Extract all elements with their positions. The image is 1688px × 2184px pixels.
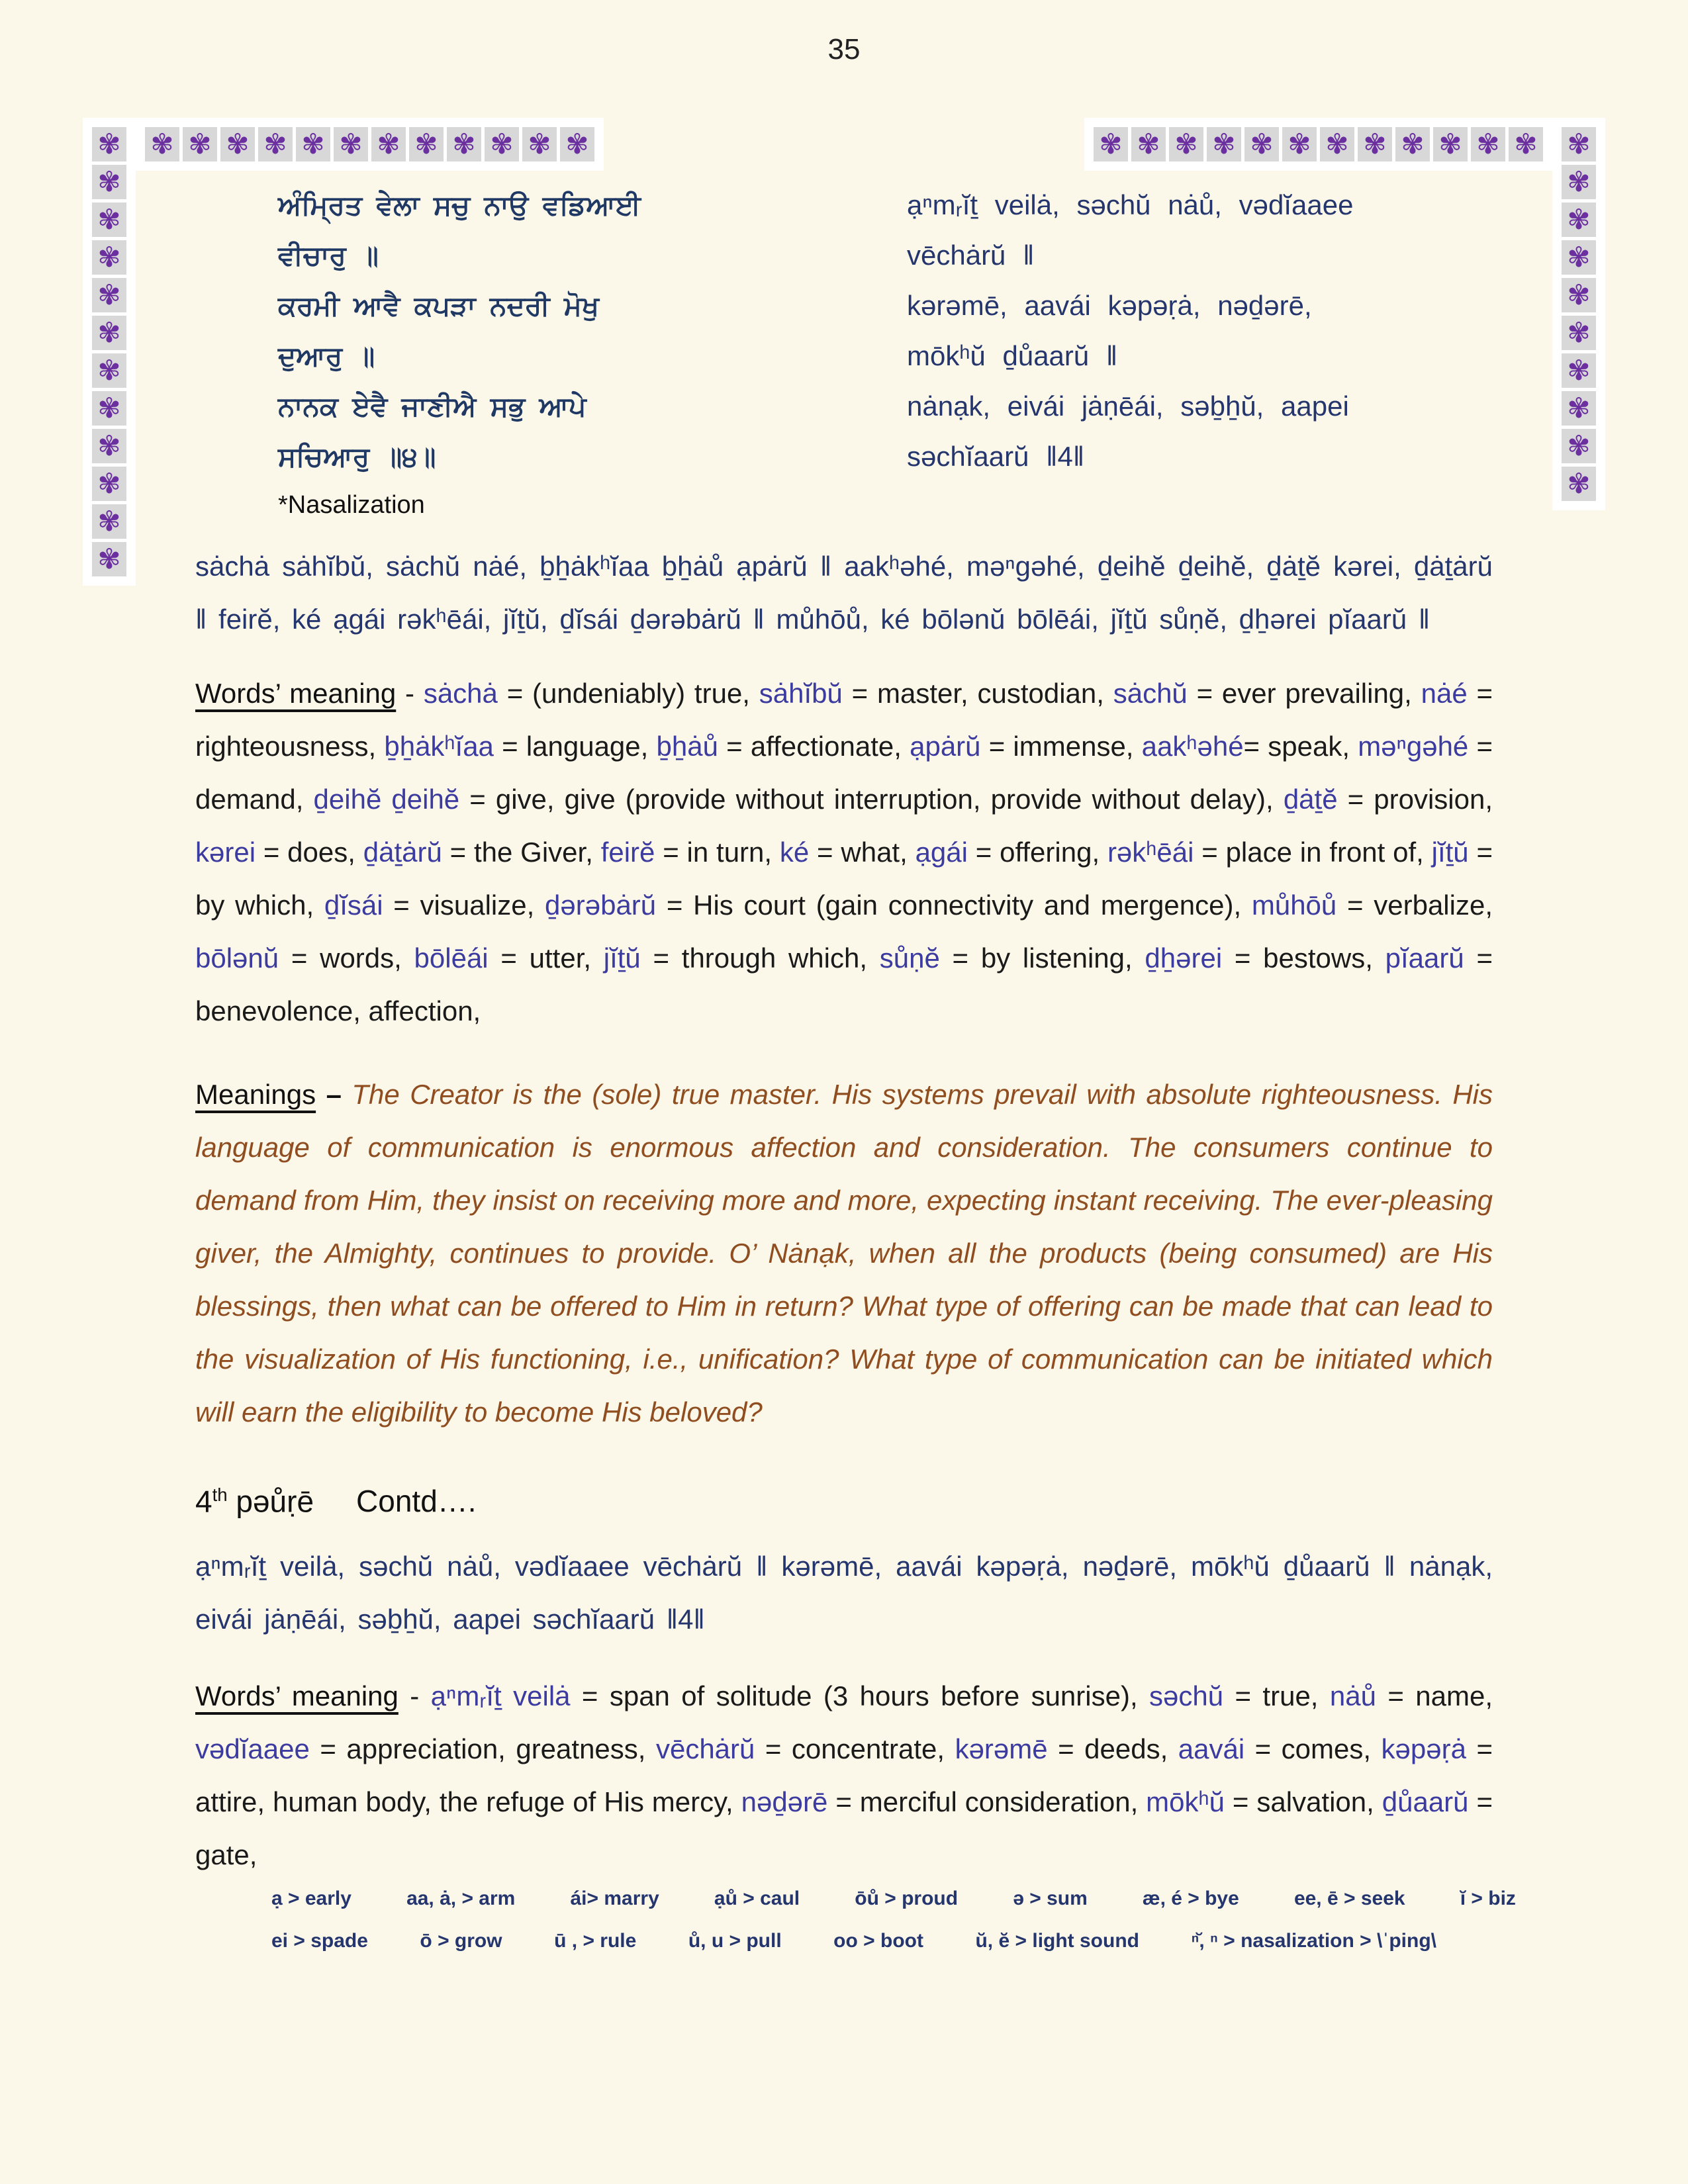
flower-icon: ✾ — [1169, 127, 1203, 161]
gurmukhi-line: ਦੁਆਰੁ ॥ — [278, 341, 375, 371]
pronunciation-item: ee, ē > seek — [1293, 1888, 1405, 1910]
text-segment: The Creator is the (sole) true master. His systems prevail with absolute righteousness. His language of communication is enormous affection and consideration. The consumers continue to demand from Him, they insist on receiving more and more, expecting instant receiving. The ever-pleasing giver, the Almighty, continues to provide. O’ Nȧnạk, when all the products (being consumed) are His blessings, then what can be offered to Him in return? What type of offering can be made that can lead to the visualization of His functioning, i.e., unification? What type of communication can be initiated which will earn the eligibility to become His beloved? — [195, 1079, 1493, 1428]
keyword: kərei — [195, 837, 256, 868]
flower-icon: ✾ — [1320, 127, 1354, 161]
text-segment: = give, give (provide without interruption, provide without delay), — [459, 784, 1284, 815]
pronunciation-item: ĭ > biz — [1460, 1888, 1516, 1910]
keyword: jĭṯŭ — [603, 942, 641, 974]
keyword: pĭaarŭ — [1385, 942, 1464, 974]
text-segment: = through which, — [640, 942, 880, 974]
keyword: ḏẖərei — [1145, 942, 1223, 974]
flower-icon: ✾ — [92, 542, 126, 576]
keyword: kərəmē — [955, 1733, 1048, 1765]
keyword: aavái — [1178, 1733, 1245, 1765]
text-segment: = does, — [256, 837, 363, 868]
text-segment: = in turn, — [655, 837, 780, 868]
keyword: ḏərəbȧrŭ — [545, 889, 657, 921]
transliteration-line: vēchȧrŭ ‖ — [907, 240, 1035, 271]
flower-icon: ✾ — [522, 127, 557, 161]
keyword: nȧů — [1329, 1680, 1376, 1712]
flower-icon: ✾ — [371, 127, 406, 161]
text-segment: = visualize, — [383, 889, 545, 921]
text-segment: = gate, — [195, 1786, 1493, 1871]
section-label: Meanings — [195, 1079, 316, 1110]
transliteration-cell — [907, 281, 1493, 381]
keyword: məⁿgəhé — [1358, 731, 1469, 762]
transliteration-paragraph-2: ạⁿmᵣĭṯ veilȧ, səchŭ nȧů, vədĭaaee vēchȧrŭ ‖ kərəmē, aavái kəpəṛȧ, nəḏərē, mōkʰŭ ḏůaarŭ ‖ nȧnạk, eivái jȧṇēái, səḇẖŭ, aapei səchĭaarŭ ‖4‖ — [195, 1551, 1493, 1635]
keyword: jĭṯŭ — [1431, 837, 1469, 868]
flower-icon: ✾ — [1433, 127, 1468, 161]
keyword: ạⁿmᵣĭṯ veilȧ — [430, 1680, 571, 1712]
flower-icon: ✾ — [409, 127, 444, 161]
flower-icon: ✾ — [447, 127, 481, 161]
keyword: můhōů — [1251, 889, 1337, 921]
keyword: nəḏərē — [741, 1786, 828, 1818]
pronunciation-item: ạů > caul — [714, 1888, 800, 1910]
pauri-heading — [195, 1476, 1493, 1520]
flower-icon: ✾ — [92, 203, 126, 237]
gurmukhi-line: ਨਾਨਕ ਏਵੈ ਜਾਣੀਐ ਸਭੁ ਆਪੇ — [278, 391, 586, 422]
keyword: bōlənŭ — [195, 942, 279, 974]
pronunciation-item: ŭ, ĕ > light sound — [975, 1930, 1139, 1952]
flower-icon: ✾ — [1471, 127, 1505, 161]
text-segment: = bestows, — [1222, 942, 1385, 974]
flower-icon: ✾ — [296, 127, 330, 161]
flower-icon: ✾ — [145, 127, 179, 161]
pronunciation-item: ō > grow — [420, 1930, 502, 1952]
flower-icon: ✾ — [92, 240, 126, 275]
pronunciation-row-1 — [271, 1887, 1516, 1911]
flower-icon: ✾ — [92, 165, 126, 199]
text-segment: = span of solitude (3 hours before sunrise), — [570, 1680, 1150, 1712]
flower-icon: ✾ — [1562, 353, 1596, 388]
keyword: bōlēái — [414, 942, 489, 974]
text-segment: 4 — [195, 1484, 212, 1519]
flower-icon: ✾ — [220, 127, 255, 161]
words-meaning-section-1 — [195, 667, 1493, 1038]
flower-icon: ✾ — [92, 467, 126, 501]
text-segment: = language, — [493, 731, 657, 762]
pronunciation-item: ei > spade — [271, 1930, 368, 1952]
text-segment: = righteousness, — [195, 678, 1493, 762]
flower-icon: ✾ — [1282, 127, 1317, 161]
text-segment: = words, — [279, 942, 414, 974]
keyword: nȧé — [1421, 678, 1468, 709]
text-segment: = concentrate, — [755, 1733, 955, 1765]
text-segment: = merciful consideration, — [827, 1786, 1147, 1818]
nasalization-note: *Nasalization — [278, 491, 425, 519]
section-label: Words’ meaning — [195, 678, 397, 709]
page-number: 35 — [827, 33, 861, 66]
flower-icon: ✾ — [1562, 278, 1596, 312]
pronunciation-item: ⁿ̆, ⁿ > nasalization > \ˈping\ — [1191, 1930, 1436, 1952]
flower-icon: ✾ — [560, 127, 594, 161]
transliteration-line: səchĭaarŭ ‖4‖ — [907, 441, 1085, 472]
gurmukhi-cell — [278, 180, 907, 281]
text-segment: = deeds, — [1047, 1733, 1178, 1765]
keyword: sȧhĭbŭ — [759, 678, 843, 709]
pronunciation-item: oo > boot — [833, 1930, 923, 1952]
text-segment: = master, custodian, — [842, 678, 1113, 709]
flower-icon: ✾ — [1562, 316, 1596, 350]
text-segment: = name, — [1376, 1680, 1493, 1712]
text-segment: = affectionate, — [718, 731, 910, 762]
text-segment: – — [316, 1079, 352, 1110]
transliteration-line: nȧnạk, eivái jȧṇēái, səḇẖŭ, aapei — [907, 390, 1349, 422]
keyword: ké — [779, 837, 810, 868]
flower-icon: ✾ — [1562, 391, 1596, 426]
flower-icon: ✾ — [1562, 203, 1596, 237]
text-segment: = benevolence, affection, — [195, 942, 1493, 1026]
keyword: ḏĭsái — [324, 889, 383, 921]
words-meaning-section-2 — [195, 1670, 1493, 1882]
keyword: ạpȧrŭ — [910, 731, 981, 762]
meanings-section — [195, 1068, 1493, 1439]
flower-icon: ✾ — [92, 353, 126, 388]
text-segment: th — [212, 1484, 228, 1505]
keyword: ḏůaarŭ — [1382, 1786, 1469, 1818]
text-segment: = salvation, — [1224, 1786, 1382, 1818]
flower-icon: ✾ — [1562, 240, 1596, 275]
text-segment: - — [398, 1680, 431, 1712]
text-segment: pəůṛē — [227, 1484, 314, 1519]
keyword: vədĭaaee — [195, 1733, 310, 1765]
flower-icon: ✾ — [183, 127, 217, 161]
flower-icon: ✾ — [334, 127, 368, 161]
pronunciation-item: ạ > early — [271, 1888, 352, 1910]
keyword: feirĕ — [600, 837, 655, 868]
flower-icon: ✾ — [1509, 127, 1543, 161]
keyword: vēchȧrŭ — [655, 1733, 755, 1765]
text-segment: = place in front of, — [1194, 837, 1432, 868]
text-segment: = the Giver, — [442, 837, 601, 868]
pronunciation-guide — [195, 1887, 1516, 1953]
pronunciation-item: aa, ȧ, > arm — [406, 1888, 516, 1910]
text-segment: = verbalize, — [1336, 889, 1493, 921]
pronunciation-row-2 — [271, 1929, 1436, 1953]
flower-icon: ✾ — [1562, 165, 1596, 199]
gurmukhi-line: ਅੰਮ੍ਰਿਤ ਵੇਲਾ ਸਚੁ ਨਾਉ ਵਡਿਆਈ — [278, 190, 641, 220]
pronunciation-item: æ, é > bye — [1142, 1888, 1239, 1910]
pronunciation-item: ū , > rule — [554, 1930, 637, 1952]
text-segment: = ever prevailing, — [1187, 678, 1421, 709]
section-label: Words’ meaning — [195, 1680, 399, 1712]
text-segment: = comes, — [1244, 1733, 1382, 1765]
gurmukhi-line: ਸਚਿਆਰੁ ॥੪॥ — [278, 441, 436, 472]
flower-icon: ✾ — [92, 127, 126, 161]
keyword: aakʰəhé — [1141, 731, 1244, 762]
pronunciation-item: ů, u > pull — [688, 1930, 782, 1952]
keyword: ḇẖȧů — [656, 731, 718, 762]
text-segment: = true, — [1223, 1680, 1330, 1712]
text-segment: = (undeniably) true, — [497, 678, 759, 709]
keyword: ḇẖȧkʰĭaa — [384, 731, 494, 762]
keyword: sȧchȧ — [423, 678, 498, 709]
flower-icon: ✾ — [1395, 127, 1430, 161]
pronunciation-item: ái> marry — [570, 1888, 659, 1910]
flower-icon: ✾ — [1207, 127, 1241, 161]
keyword: rəkʰēái — [1107, 837, 1194, 868]
transliteration-line: kərəmē, aavái kəpəṛȧ, nəḏərē, — [907, 290, 1312, 321]
text-segment: = His court (gain connectivity and mergence), — [656, 889, 1252, 921]
flower-icon: ✾ — [1562, 467, 1596, 501]
verse-block — [278, 180, 1493, 482]
keyword: ạgái — [915, 837, 968, 868]
flower-icon: ✾ — [92, 429, 126, 463]
text-segment: = immense, — [980, 731, 1142, 762]
text-segment: = utter, — [488, 942, 604, 974]
transliteration-cell — [907, 180, 1493, 281]
text-segment: = appreciation, greatness, — [309, 1733, 656, 1765]
keyword: kəpəṛȧ — [1381, 1733, 1466, 1765]
text-segment: = what, — [809, 837, 915, 868]
gurmukhi-cell — [278, 381, 907, 482]
flower-icon: ✾ — [92, 316, 126, 350]
text-segment: = by listening, — [939, 942, 1145, 974]
gurmukhi-cell — [278, 281, 907, 381]
flower-icon: ✾ — [1562, 127, 1596, 161]
gurmukhi-line: ਕਰਮੀ ਆਵੈ ਕਪੜਾ ਨਦਰੀ ਮੋਖੁ — [278, 291, 599, 321]
keyword: mōkʰŭ — [1146, 1786, 1225, 1818]
text-segment: = speak, — [1243, 731, 1358, 762]
flower-icon: ✾ — [1094, 127, 1128, 161]
transliteration-paragraph-1: sȧchȧ sȧhĭbŭ, sȧchŭ nȧé, ḇẖȧkʰĭaa ḇẖȧů ạpȧrŭ ‖ aakʰəhé, məⁿgəhé, ḏeihĕ ḏeihĕ, ḏȧṯĕ kərei, ḏȧṯȧrŭ ‖ feirĕ, ké ạgái rəkʰēái, jĭṯŭ, ḏĭsái ḏərəbȧrŭ ‖ můhōů, ké bōlənŭ bōlēái, jĭṯŭ sůṇĕ, ḏẖərei pĭaarŭ ‖ — [195, 551, 1493, 635]
text-segment: = provision, — [1337, 784, 1493, 815]
text-segment: = attire, human body, the refuge of His mercy, — [195, 1733, 1493, 1818]
flower-icon: ✾ — [92, 504, 126, 539]
keyword: ḏȧṯȧrŭ — [363, 837, 442, 868]
text-segment: - — [396, 678, 424, 709]
flower-icon: ✾ — [1131, 127, 1166, 161]
transliteration-line: ạⁿmᵣĭṯ veilȧ, səchŭ nȧů, vədĭaaee — [907, 189, 1354, 220]
pronunciation-item: ōů > proud — [855, 1888, 959, 1910]
flower-icon: ✾ — [1562, 429, 1596, 463]
text-segment: = offering, — [967, 837, 1107, 868]
text-segment: = by which, — [195, 837, 1493, 921]
flower-icon: ✾ — [258, 127, 293, 161]
gurmukhi-line: ਵੀਚਾਰੁ ॥ — [278, 240, 379, 271]
flower-icon: ✾ — [485, 127, 519, 161]
keyword: ḏȧṯĕ — [1283, 784, 1338, 815]
transliteration-line: mōkʰŭ ḏůaarŭ ‖ — [907, 340, 1118, 371]
keyword: sůṇĕ — [879, 942, 940, 974]
flower-icon: ✾ — [1358, 127, 1392, 161]
flower-icon: ✾ — [1244, 127, 1279, 161]
flower-icon: ✾ — [92, 391, 126, 426]
keyword: sȧchŭ — [1113, 678, 1188, 709]
text-segment: Contd…. — [356, 1484, 477, 1519]
transliteration-cell — [907, 381, 1493, 482]
pronunciation-item: ə > sum — [1013, 1888, 1088, 1910]
flower-icon: ✾ — [92, 278, 126, 312]
keyword: səchŭ — [1149, 1680, 1224, 1712]
keyword: ḏeihĕ ḏeihĕ — [313, 784, 460, 815]
text-segment: = demand, — [195, 731, 1493, 815]
